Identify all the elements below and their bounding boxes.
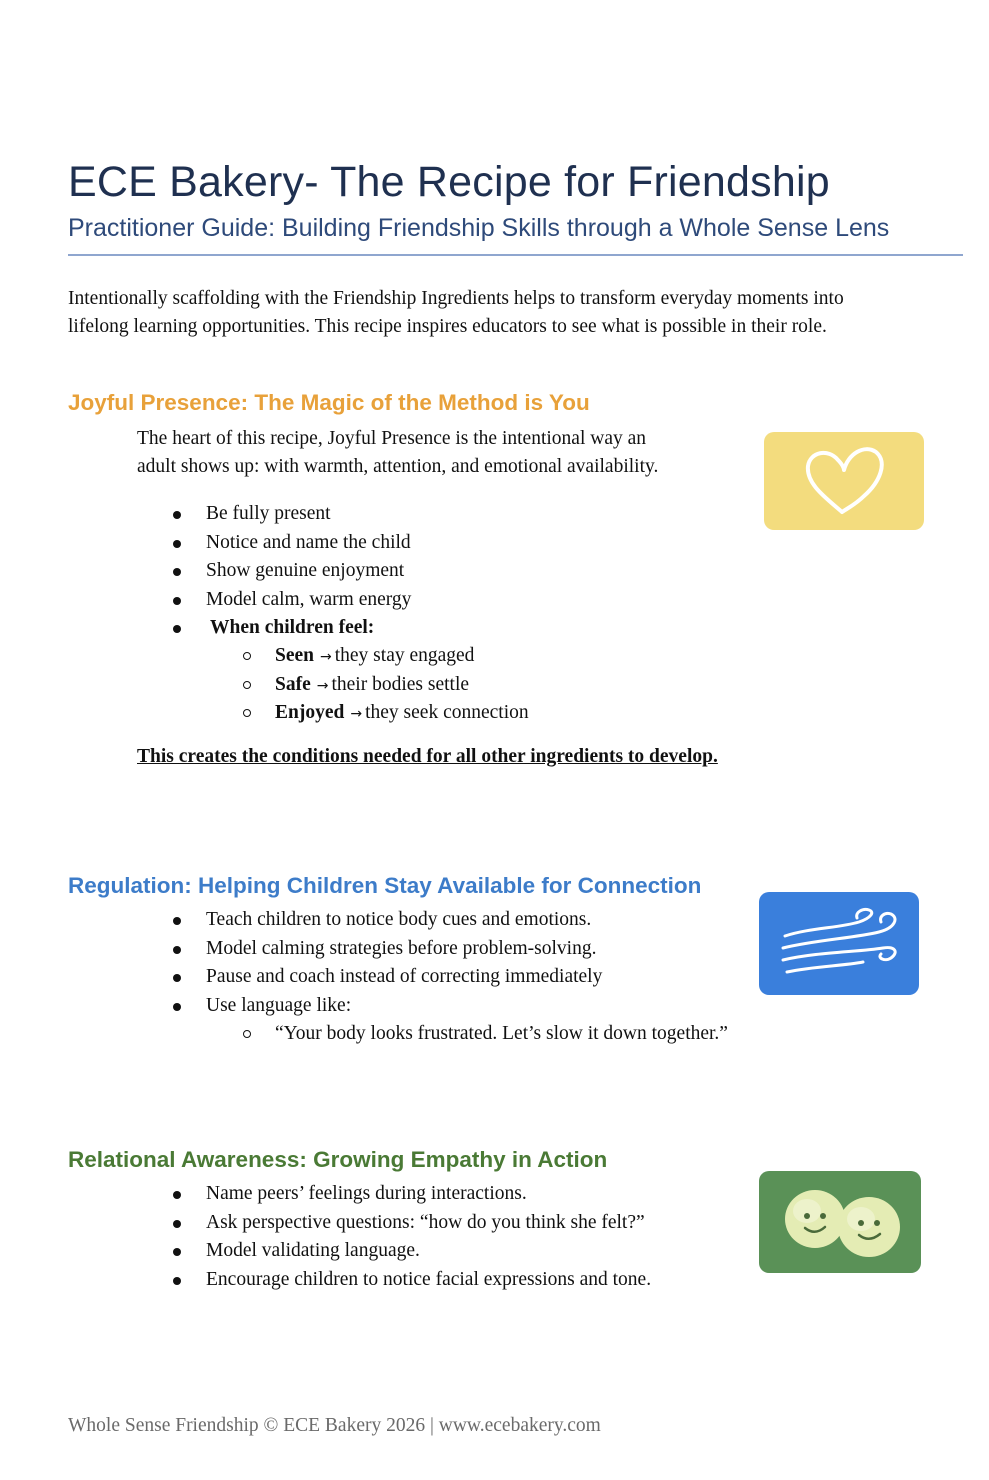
arrow-right-icon: →: [350, 706, 363, 722]
list-item: Notice and name the child: [168, 529, 411, 558]
list-item: Use language like:: [168, 992, 602, 1021]
arrow-right-icon: →: [316, 677, 329, 694]
relational-awareness-heading: Relational Awareness: Growing Empathy in Action: [68, 1147, 608, 1172]
page-footer: Whole Sense Friendship © ECE Bakery 2026 | www.ecebakery.com: [68, 1415, 601, 1436]
regulation-list: [168, 906, 602, 1020]
list-item: [240, 671, 529, 700]
heart-icon: [764, 432, 924, 530]
list-item: Pause and coach instead of correcting immediately: [168, 963, 602, 992]
list-item: Name peers’ feelings during interactions.: [168, 1180, 651, 1209]
intro-paragraph: [68, 285, 968, 341]
feeling-term: Safe: [275, 673, 311, 695]
feeling-term: Seen: [275, 645, 314, 666]
feeling-result: they stay engaged: [334, 645, 475, 666]
header-divider: [68, 254, 963, 256]
regulation-heading: Regulation: Helping Children Stay Available for Connection: [68, 873, 702, 898]
intro-line: lifelong learning opportunities. This recipe inspires educators to see what is possible in their role.: [68, 316, 827, 337]
list-item: [240, 699, 529, 728]
wind-icon: [759, 892, 919, 995]
regulation-quote-list: [240, 1020, 728, 1049]
list-item: Model validating language.: [168, 1237, 651, 1266]
page-title: ECE Bakery- The Recipe for Friendship: [68, 158, 830, 206]
list-item: Ask perspective questions: “how do you think she felt?”: [168, 1209, 651, 1238]
feeling-term: Enjoyed: [275, 702, 345, 723]
feeling-result: their bodies settle: [331, 673, 470, 695]
list-item: [240, 642, 529, 671]
arrow-right-icon: →: [320, 649, 332, 665]
list-item: Model calming strategies before problem-solving.: [168, 935, 602, 964]
list-item: “Your body looks frustrated. Let’s slow it down together.”: [240, 1020, 728, 1049]
page-subtitle: Practitioner Guide: Building Friendship Skills through a Whole Sense Lens: [68, 214, 890, 242]
list-item: Model calm, warm energy: [168, 586, 411, 615]
joyful-presence-closing: This creates the conditions needed for all other ingredients to develop.: [137, 746, 718, 767]
list-item: Encourage children to notice facial expressions and tone.: [168, 1266, 651, 1295]
joyful-presence-lead: [137, 425, 658, 481]
faces-icon: [759, 1171, 921, 1273]
joyful-presence-list: [168, 500, 411, 643]
lead-line: adult shows up: with warmth, attention, and emotional availability.: [137, 456, 659, 477]
feelings-list: [240, 642, 529, 728]
lead-line: The heart of this recipe, Joyful Presence is the intentional way an: [137, 428, 646, 449]
list-item: When children feel:: [168, 614, 411, 643]
list-item: Teach children to notice body cues and emotions.: [168, 906, 602, 935]
list-item: Be fully present: [168, 500, 411, 529]
feeling-result: they seek connection: [365, 702, 529, 723]
list-item: Show genuine enjoyment: [168, 557, 411, 586]
joyful-presence-heading: Joyful Presence: The Magic of the Method is You: [68, 390, 590, 415]
intro-line: Intentionally scaffolding with the Friendship Ingredients helps to transform everyday moments into: [68, 288, 844, 309]
relational-awareness-list: [168, 1180, 651, 1294]
